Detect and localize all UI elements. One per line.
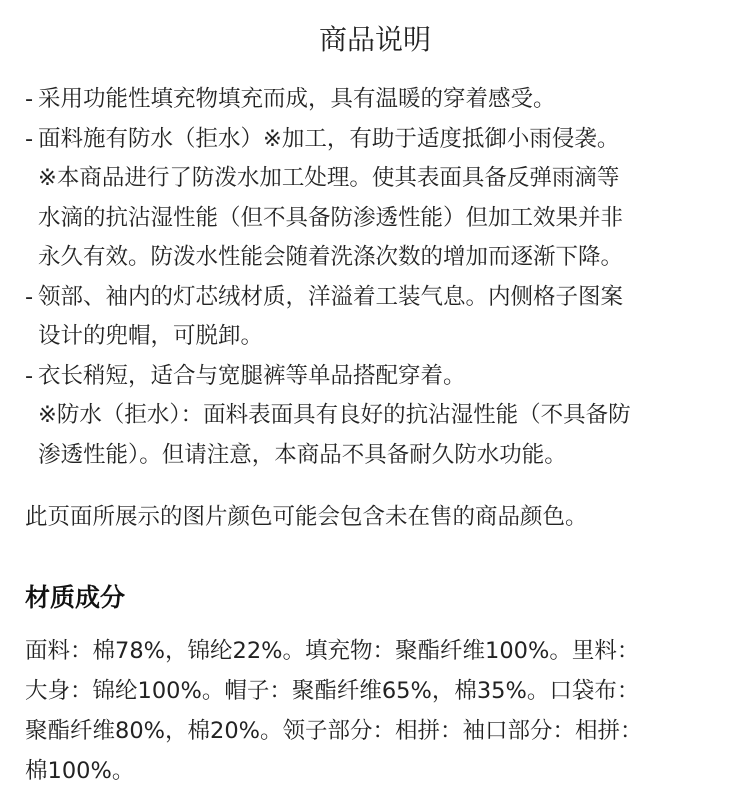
description-line: ※防水（拒水）：面料表面具有良好的抗沾湿性能（不具备防: [38, 402, 631, 428]
page-title: 商品说明: [318, 23, 431, 56]
bullet-dash: -: [25, 125, 34, 152]
description-item-1: [25, 80, 730, 120]
description-line: 设计的兜帽，可脱卸。: [38, 323, 264, 349]
description-line: 水滴的抗沾湿性能（但不具备防渗透性能）但加工效果并非: [38, 204, 624, 231]
description-line: 衣长稍短，适合与宽腿裤等单品搭配穿着。: [38, 362, 466, 389]
material-line: 聚酯纤维80%，棉20%。领子部分：相拼：袖口部分：相拼：: [25, 718, 643, 744]
description-line: 采用功能性填充物填充而成，具有温暖的穿着感受。: [38, 86, 556, 112]
description-line: 永久有效。防泼水性能会随着洗涤次数的增加而逐渐下降。: [38, 244, 624, 270]
bullet-dash: -: [25, 362, 34, 389]
material-line: 大身：锦纶100%。帽子：聚酯纤维65%，棉35%。口袋布：: [25, 678, 640, 704]
description-line: 面料施有防水（拒水）※加工，有助于适度抵御小雨侵袭。: [38, 125, 620, 152]
material-line: 棉100%。: [25, 758, 135, 784]
bullet-dash: -: [25, 86, 34, 112]
material-line: 面料：棉78%，锦纶22%。填充物：聚酯纤维100%。里料：: [25, 638, 640, 664]
material-composition: [25, 631, 725, 791]
description-line: ※本商品进行了防泼水加工处理。使其表面具备反弹雨滴等: [38, 165, 620, 191]
material-heading: 材质成分: [25, 583, 126, 612]
description-line: 渗透性能）。但请注意，本商品不具备耐久防水功能。: [38, 441, 567, 468]
description-item-4: [25, 357, 730, 476]
bullet-dash: -: [25, 283, 34, 310]
description-line: 领部、袖内的灯芯绒材质，洋溢着工装气息。内侧格子图案: [38, 283, 624, 310]
color-notice: 此页面所展示的图片颜色可能会包含未在售的商品颜色。: [25, 504, 588, 530]
description-item-2: [25, 120, 730, 278]
description-item-3: [25, 278, 730, 357]
description-list: [25, 80, 730, 475]
